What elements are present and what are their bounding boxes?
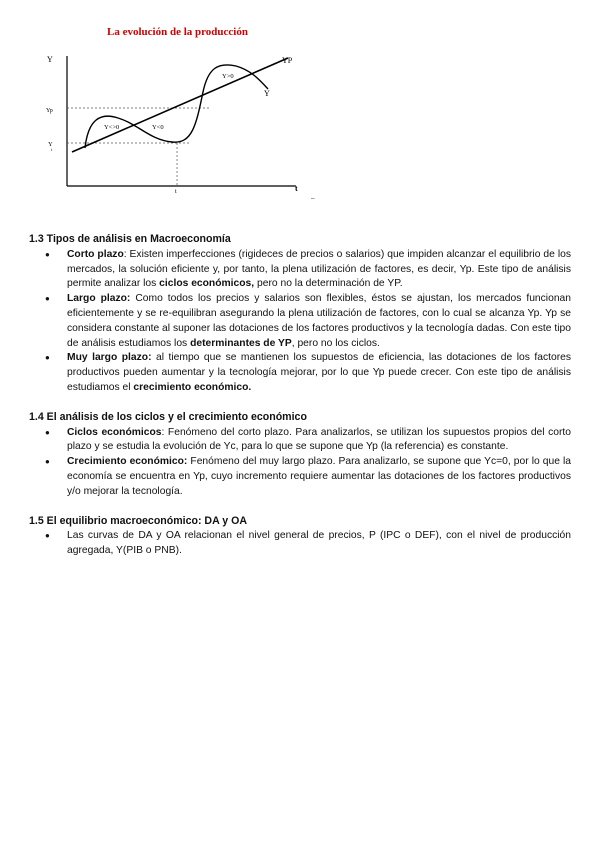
list-item [29,529,571,559]
item-text-end: , pero no los ciclos. [291,337,380,349]
emphasis: ciclos económicos, [159,278,255,290]
yt-tick-label: Y [48,141,53,148]
production-figure [0,0,600,220]
document-body [29,232,571,573]
term: Largo plazo: [67,293,131,305]
item-text: Las curvas de DA y OA relacionan el nivel general de precios, P (IPC o DEF), con el nivel de producción agregada, Y(PIB o PNB). [67,530,571,557]
emphasis: determinantes de YP [190,337,292,349]
curve-label: Y [264,89,270,98]
term: Corto plazo [67,248,124,260]
trend-line-label: YP [282,56,293,65]
item-text: : Existen imperfecciones (rigideces de precios o salarios) que impiden alcanzar el equilibrio de los mercados, la solución eficiente y, por tanto, la plena utilización de factores, es decir, Yp. Este tipo de análisis permite analizar los [67,248,571,290]
production-graph [0,0,600,220]
figure-title: La evolución de la producción [107,26,248,38]
stray-mark: _ [311,192,315,200]
term: Ciclos económicos [67,426,162,438]
item-text: al tiempo que se mantienen los supuestos de eficiencia, las dotaciones de los factores productivos pueden aumentar y la tecnología mejorar, por lo que Yp puede crecer. Con este tipo de análisis estudiamos el [67,352,571,393]
gap-label-2: Y<0 [152,124,164,131]
section-heading: 1.4 El análisis de los ciclos y el crecimiento económico [29,410,307,423]
y-axis-label: Y [47,55,53,64]
bullet-list [29,426,571,500]
gap-label-1: Y<>0 [104,124,120,131]
list-item [29,351,571,395]
yp-tick-label: Yp [46,108,53,114]
item-text: Fenómeno del muy largo plazo. Para analizarlo, se supone que Yc=0, por lo que la economía se encuentra en Yp, cuyo incremento requiere aumentar las dotaciones de los factores productivos y/o mejorar la tecnología. [67,456,572,497]
list-item [29,426,571,456]
section-equilibrio [29,514,571,559]
t-tick-label: t [175,189,177,195]
gap-label-3: Y>0 [222,73,234,80]
list-item [29,248,571,292]
term: Muy largo plazo: [67,352,152,364]
section-heading: 1.5 El equilibrio macroeconómico: DA y OA [29,514,248,527]
trend-line-yp [72,58,288,152]
item-text: Como todos los precios y salarios son flexibles, éstos se ajustan, los mercados funcionan eficientemente y se re-equilibran asegurando la plena utilización de factores, con lo cual se alcanza Yp. Yp se considera constante al suponer las dotaciones de los factores productivos y la tecnología dadas. Con este tipo de análisis estudiamos los [67,293,571,349]
bullet-list [29,529,571,559]
section-heading: 1.3 Tipos de análisis en Macroeconomía [29,233,231,245]
emphasis: crecimiento económico. [133,381,252,393]
list-item [29,455,571,499]
yt-tick-subscript: t [51,147,53,152]
list-item [29,292,571,351]
item-text: : Fenómeno del corto plazo. Para analizarlos, se utilizan los supuestos propios del corto plazo y se estudia la evolución de Yc, para lo que se supone que Yp (la referencia) es constante. [67,426,572,453]
item-text-end: pero no la determinación de YP. [254,278,403,290]
x-axis-label: t [295,184,298,193]
section-tipos-analisis [29,232,571,396]
section-ciclos-crecimiento [29,410,571,500]
bullet-list [29,248,571,396]
term: Crecimiento económico: [67,456,188,468]
